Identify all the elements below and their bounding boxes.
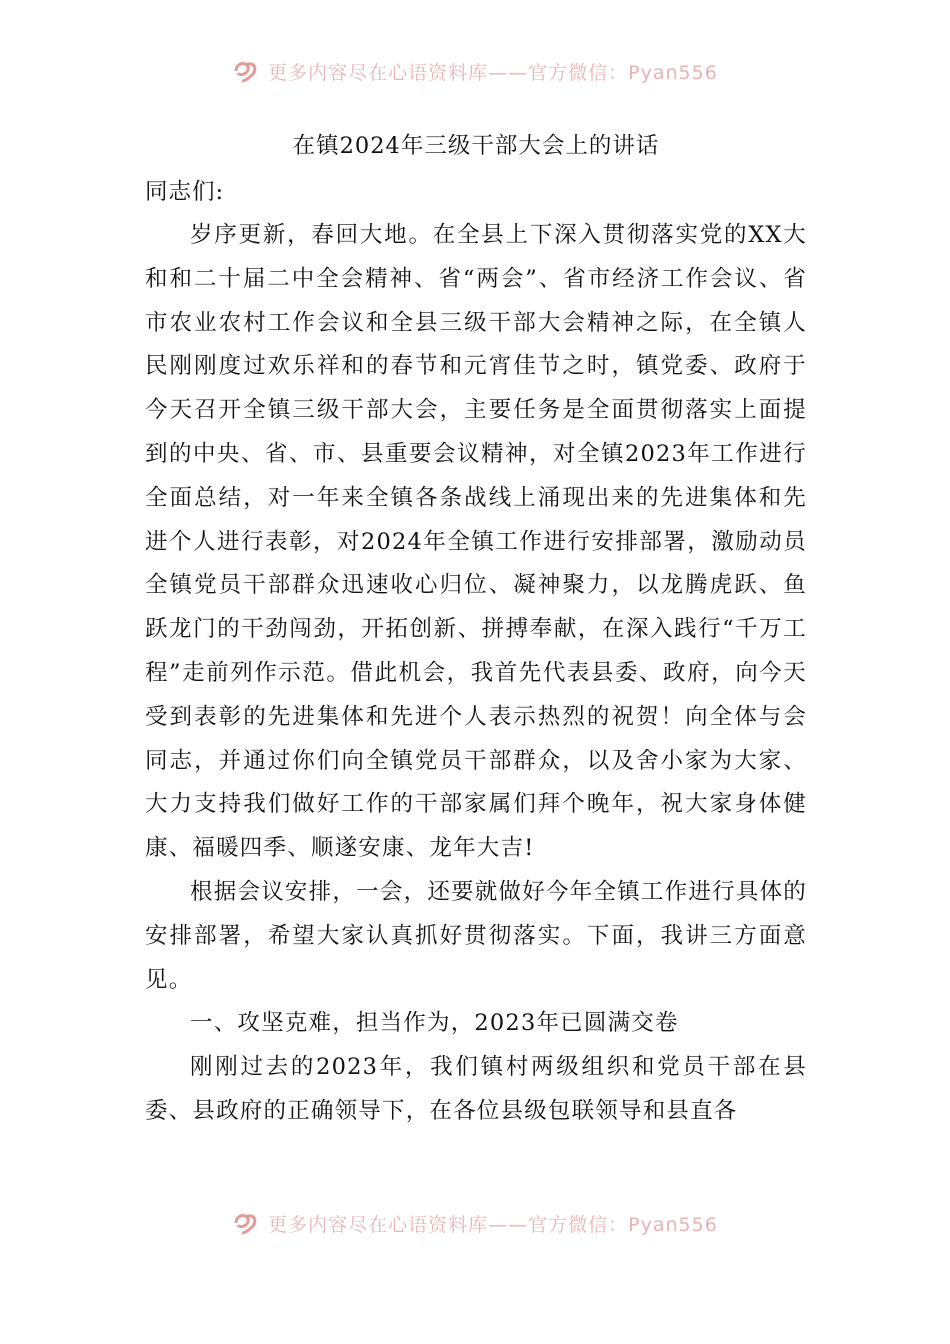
paragraph-arrangement: 根据会议安排，一会，还要就做好今年全镇工作进行具体的安排部署，希望大家认真抓好贯彻落实。下面，我讲三方面意见。 [145, 878, 807, 993]
document-body [145, 122, 807, 1134]
paragraph-section-1: 刚刚过去的2023年，我们镇村两级组织和党员干部在县委、县政府的正确领导下，在各位县级包联领导和县直各 [145, 1054, 807, 1124]
paragraph-opening: 岁序更新，春回大地。在全县上下深入贯彻落实党的XX大和和二十届二中全会精神、省“两会”、省市经济工作会议、省市农业农村工作会议和全县三级干部大会精神之际，在全镇人民刚刚度过欢乐祥和的春节和元宵佳节之时，镇党委、政府于今天召开全镇三级干部大会，主要任务是全面贯彻落实上面提到的中央、省、市、县重要会议精神，对全镇2023年工作进行全面总结，对一年来全镇各条战线上涌现出来的先进集体和先进个人进行表彰，对2024年全镇工作进行安排部署，激励动员全镇党员干部群众迅速收心归位、凝神聚力，以龙腾虎跃、鱼跃龙门的干劲闯劲，开拓创新、拼搏奉献，在深入践行“千万工程”走前列作示范。借此机会，我首先代表县委、政府，向今天受到表彰的先进集体和先进个人表示热烈的祝贺！向全体与会同志，并通过你们向全镇党员干部群众，以及舍小家为大家、大力支持我们做好工作的干部家属们拜个晚年，祝大家身体健康、福暖四季、顺遂安康、龙年大吉! [145, 222, 807, 862]
watermark-footer [0, 1208, 950, 1238]
brand-logo-icon [232, 1211, 260, 1235]
brand-logo-icon [232, 59, 260, 83]
watermark-header [0, 56, 950, 86]
section-heading-1: 一、攻坚克难，担当作为，2023年已圆满交卷 [190, 1010, 679, 1037]
watermark-text: 更多内容尽在心语资料库——官方微信：Pyan556 [268, 61, 718, 84]
watermark-text: 更多内容尽在心语资料库——官方微信：Pyan556 [268, 1213, 718, 1236]
salutation: 同志们: [145, 179, 225, 205]
document-title: 在镇2024年三级干部大会上的讲话 [292, 133, 660, 159]
